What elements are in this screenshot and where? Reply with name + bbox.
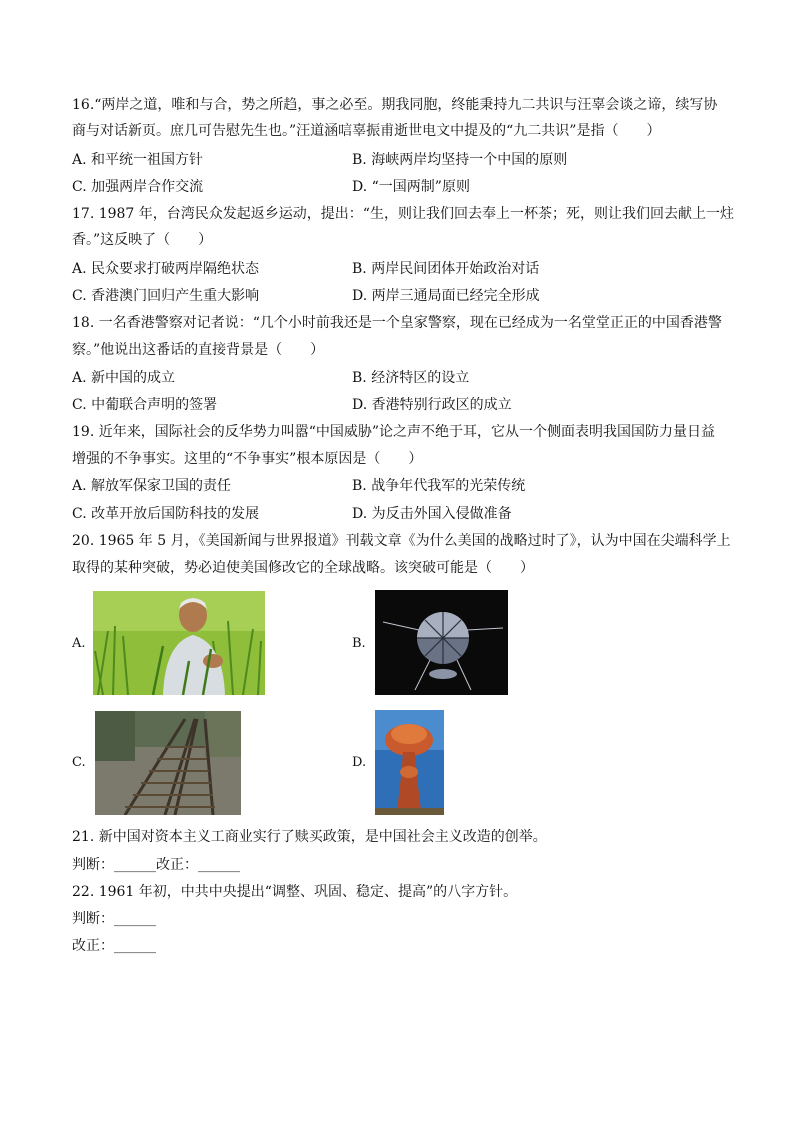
q19-stem-line2: 增强的不争事实。这里的“不争事实”根本原因是（ ） — [72, 451, 423, 467]
q20-stem-line1: 20. 1965 年 5 月，《美国新闻与世界报道》刊载文章《为什么美国的战略过时了》，认为中国在尖端科学上 — [72, 533, 731, 549]
q20-option-c-label[interactable]: C. — [72, 755, 86, 770]
q18-stem-line1: 18. 一名香港警察对记者说：“几个小时前我还是一个皇家警察，现在已经成为一名堂堂正正的中国香港警 — [72, 315, 722, 331]
q18-option-d[interactable]: D. 香港特别行政区的成立 — [352, 397, 512, 413]
q18-stem-line2: 察。”他说出这番话的直接背景是（ ） — [72, 342, 325, 358]
q21-answer-blanks[interactable]: 判断：______改正：______ — [72, 857, 240, 873]
q16-option-a[interactable]: A. 和平统一祖国方针 — [72, 152, 204, 168]
q18-option-b[interactable]: B. 经济特区的设立 — [352, 370, 470, 386]
q20-option-d-label[interactable]: D. — [352, 755, 367, 770]
q17-option-a[interactable]: A. 民众要求打破两岸隔绝状态 — [72, 261, 260, 277]
q17-stem-line1: 17. 1987 年，台湾民众发起返乡运动，提出：“生，则让我们回去奉上一杯茶；死，则让我们回去献上一炷 — [72, 206, 734, 222]
q17-stem-line2: 香。”这反映了（ ） — [72, 232, 213, 248]
q16-stem-line1: 16.“两岸之道，唯和与合，势之所趋，事之必至。期我同胞，终能秉持九二共识与汪辜会谈之谛，续写协 — [72, 97, 718, 113]
rice-field-farmer-photo[interactable] — [93, 591, 265, 695]
q16-option-b[interactable]: B. 海峡两岸均坚持一个中国的原则 — [352, 152, 568, 168]
q17-option-c[interactable]: C. 香港澳门回归产生重大影响 — [72, 288, 260, 304]
q18-option-a[interactable]: A. 新中国的成立 — [72, 370, 176, 386]
q18-option-c[interactable]: C. 中葡联合声明的签署 — [72, 397, 218, 413]
q19-option-a[interactable]: A. 解放军保家卫国的责任 — [72, 478, 232, 494]
q16-stem-line2: 商与对话新页。庶几可告慰先生也。”汪道涵唁辜振甫逝世电文中提及的“九二共识”是指（ ） — [72, 123, 661, 139]
q19-option-b[interactable]: B. 战争年代我军的光荣传统 — [352, 478, 526, 494]
mushroom-cloud-photo[interactable] — [375, 710, 444, 815]
q20-stem-line2: 取得的某种突破，势必迫使美国修改它的全球战略。该突破可能是（ ） — [72, 560, 534, 576]
q20-option-b-label[interactable]: B. — [352, 636, 366, 651]
q22-stem: 22. 1961 年初，中共中央提出“调整、巩固、稳定、提高”的八字方针。 — [72, 884, 518, 900]
railway-tracks-photo[interactable] — [95, 711, 241, 815]
q19-stem-line1: 19. 近年来，国际社会的反华势力叫嚣“中国威胁”论之声不绝于耳，它从一个侧面表明我国国防力量日益 — [72, 424, 716, 440]
q21-stem: 21. 新中国对资本主义工商业实行了赎买政策，是中国社会主义改造的创举。 — [72, 829, 547, 845]
q22-judge-blank[interactable]: 判断：______ — [72, 911, 156, 927]
q22-correct-blank[interactable]: 改正：______ — [72, 938, 156, 954]
q17-option-b[interactable]: B. 两岸民间团体开始政治对话 — [352, 261, 540, 277]
q19-option-d[interactable]: D. 为反击外国入侵做准备 — [352, 506, 512, 522]
q16-option-d[interactable]: D. “一国两制”原则 — [352, 179, 470, 195]
q19-option-c[interactable]: C. 改革开放后国防科技的发展 — [72, 506, 260, 522]
q20-option-a-label[interactable]: A. — [72, 636, 86, 651]
q17-option-d[interactable]: D. 两岸三通局面已经完全形成 — [352, 288, 540, 304]
q16-option-c[interactable]: C. 加强两岸合作交流 — [72, 179, 204, 195]
satellite-photo[interactable] — [375, 590, 508, 695]
